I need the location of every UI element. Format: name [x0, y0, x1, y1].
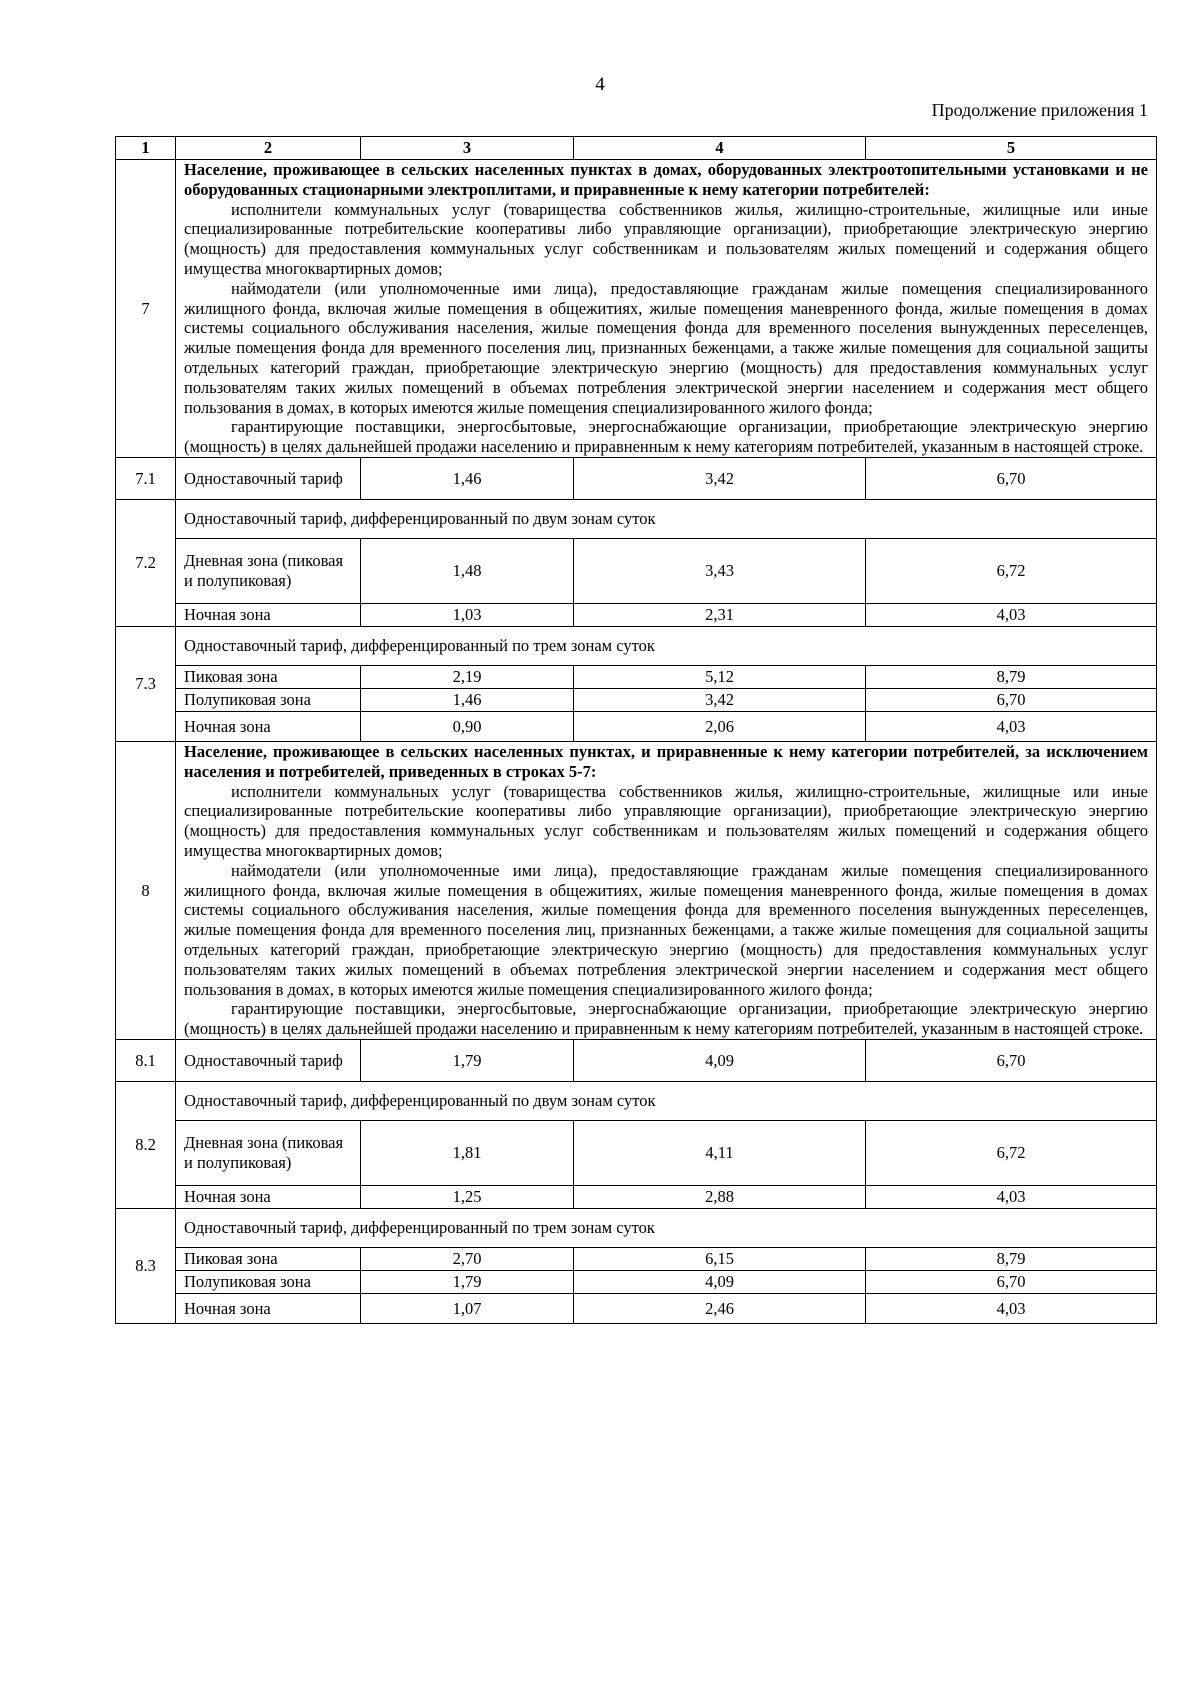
value-cell: 6,70	[866, 1270, 1157, 1293]
row-number: 8	[116, 741, 176, 1039]
value-cell: 1,25	[361, 1185, 574, 1208]
value-cell: 4,03	[866, 603, 1157, 626]
subsection-title: Одноставочный тариф, дифференцированный по трем зонам суток	[176, 1208, 1157, 1247]
column-header: 1	[116, 137, 176, 160]
section-row	[116, 160, 1157, 458]
tariff-label: Ночная зона	[176, 1293, 361, 1323]
value-cell: 1,81	[361, 1120, 574, 1185]
tariff-row	[116, 1039, 1157, 1081]
value-cell: 2,46	[574, 1293, 866, 1323]
tariff-label: Дневная зона (пиковая и полупиковая)	[176, 1120, 361, 1185]
value-cell: 8,79	[866, 665, 1157, 688]
section-paragraph: исполнители коммунальных услуг (товарищества собственников жилья, жилищно-строительные, жилищные или иные специализированные потребительские кооперативы либо управляющие организации), приобретающие электрическую энергию (мощность) для предоставления коммунальных услуг собственникам и пользователям жилых помещений и содержания общего имущества многоквартирных домов;	[184, 199, 1148, 278]
value-cell: 4,03	[866, 711, 1157, 741]
tariff-row	[116, 688, 1157, 711]
value-cell: 1,46	[361, 457, 574, 499]
subsection-header	[116, 626, 1157, 665]
row-number: 8.2	[116, 1081, 176, 1208]
subsection-header	[116, 1081, 1157, 1120]
tariff-row	[116, 538, 1157, 603]
value-cell: 4,11	[574, 1120, 866, 1185]
section-paragraph: гарантирующие поставщики, энергосбытовые, энергоснабжающие организации, приобретающие электрическую энергию (мощность) в целях дальнейшей продажи населению и приравненным к нему категориям потребителей, указанным в настоящей строке.	[184, 999, 1148, 1039]
tariff-label: Одноставочный тариф	[176, 457, 361, 499]
value-cell: 2,06	[574, 711, 866, 741]
value-cell: 1,48	[361, 538, 574, 603]
tariff-row	[116, 711, 1157, 741]
tariff-label: Полупиковая зона	[176, 688, 361, 711]
value-cell: 2,70	[361, 1247, 574, 1270]
subsection-title: Одноставочный тариф, дифференцированный по двум зонам суток	[176, 1081, 1157, 1120]
column-header: 4	[574, 137, 866, 160]
tariff-row	[116, 1293, 1157, 1323]
value-cell: 6,70	[866, 1039, 1157, 1081]
tariff-table	[115, 136, 1157, 1324]
tariff-row	[116, 1120, 1157, 1185]
subsection-header	[116, 499, 1157, 538]
value-cell: 6,72	[866, 538, 1157, 603]
section-paragraph: наймодатели (или уполномоченные ими лица), предоставляющие гражданам жилые помещения специализированного жилищного фонда, включая жилые помещения в общежитиях, жилые помещения маневренного фонда, жилые помещения в домах системы социального обслуживания населения, жилые помещения фонда для временного поселения вынужденных переселенцев, жилые помещения фонда для временного поселения лиц, признанных беженцами, а также жилые помещения для социальной защиты отдельных категорий граждан, приобретающие электрическую энергию (мощность) для предоставления коммунальных услуг пользователям таких жилых помещений в объемах потребления электрической энергии населением и содержания мест общего пользования в домах, в которых имеются жилые помещения специализированного жилого фонда;	[184, 278, 1148, 417]
column-header: 2	[176, 137, 361, 160]
subsection-title: Одноставочный тариф, дифференцированный по двум зонам суток	[176, 499, 1157, 538]
tariff-label: Одноставочный тариф	[176, 1039, 361, 1081]
tariff-row	[116, 603, 1157, 626]
column-header: 3	[361, 137, 574, 160]
tariff-label: Ночная зона	[176, 603, 361, 626]
value-cell: 1,07	[361, 1293, 574, 1323]
value-cell: 6,15	[574, 1247, 866, 1270]
tariff-row	[116, 457, 1157, 499]
section-description	[176, 741, 1157, 1039]
value-cell: 6,70	[866, 457, 1157, 499]
tariff-row	[116, 665, 1157, 688]
tariff-label: Ночная зона	[176, 1185, 361, 1208]
section-row	[116, 741, 1157, 1039]
subsection-title: Одноставочный тариф, дифференцированный по трем зонам суток	[176, 626, 1157, 665]
value-cell: 2,31	[574, 603, 866, 626]
section-paragraph: исполнители коммунальных услуг (товарищества собственников жилья, жилищно-строительные, жилищные или иные специализированные потребительские кооперативы либо управляющие организации), приобретающие электрическую энергию (мощность) для предоставления коммунальных услуг собственникам и пользователям жилых помещений и содержания общего имущества многоквартирных домов;	[184, 781, 1148, 860]
value-cell: 8,79	[866, 1247, 1157, 1270]
value-cell: 3,43	[574, 538, 866, 603]
value-cell: 5,12	[574, 665, 866, 688]
tariff-label: Дневная зона (пиковая и полупиковая)	[176, 538, 361, 603]
tariff-label: Полупиковая зона	[176, 1270, 361, 1293]
value-cell: 2,19	[361, 665, 574, 688]
row-number: 7	[116, 160, 176, 458]
header-row	[116, 137, 1157, 160]
value-cell: 3,42	[574, 688, 866, 711]
tariff-row	[116, 1270, 1157, 1293]
tariff-label: Ночная зона	[176, 711, 361, 741]
continuation-note: Продолжение приложения 1	[931, 100, 1148, 120]
subsection-header	[116, 1208, 1157, 1247]
value-cell: 4,03	[866, 1293, 1157, 1323]
tariff-row	[116, 1247, 1157, 1270]
value-cell: 1,46	[361, 688, 574, 711]
value-cell: 2,88	[574, 1185, 866, 1208]
value-cell: 4,09	[574, 1039, 866, 1081]
value-cell: 1,03	[361, 603, 574, 626]
value-cell: 6,72	[866, 1120, 1157, 1185]
value-cell: 4,09	[574, 1270, 866, 1293]
section-lead: Население, проживающее в сельских населенных пунктах, и приравненные к нему категории потребителей, за исключением населения и потребителей, приведенных в строках 5-7:	[184, 741, 1148, 781]
value-cell: 1,79	[361, 1039, 574, 1081]
value-cell: 3,42	[574, 457, 866, 499]
tariff-label: Пиковая зона	[176, 665, 361, 688]
section-description	[176, 160, 1157, 458]
value-cell: 1,79	[361, 1270, 574, 1293]
row-number: 7.2	[116, 499, 176, 626]
tariff-row	[116, 1185, 1157, 1208]
row-number: 7.3	[116, 626, 176, 741]
section-lead: Население, проживающее в сельских населенных пунктах в домах, оборудованных электроотопительными установками и не оборудованных стационарными электроплитами, и приравненные к нему категории потребителей:	[184, 160, 1148, 199]
section-paragraph: гарантирующие поставщики, энергосбытовые, энергоснабжающие организации, приобретающие электрическую энергию (мощность) в целях дальнейшей продажи населению и приравненным к нему категориям потребителей, указанным в настоящей строке.	[184, 417, 1148, 457]
value-cell: 0,90	[361, 711, 574, 741]
row-number: 8.3	[116, 1208, 176, 1323]
value-cell: 4,03	[866, 1185, 1157, 1208]
section-paragraph: наймодатели (или уполномоченные ими лица), предоставляющие гражданам жилые помещения специализированного жилищного фонда, включая жилые помещения в общежитиях, жилые помещения маневренного фонда, жилые помещения в домах системы социального обслуживания населения, жилые помещения фонда для временного поселения вынужденных переселенцев, жилые помещения фонда для временного поселения лиц, признанных беженцами, а также жилые помещения для социальной защиты отдельных категорий граждан, приобретающие электрическую энергию (мощность) для предоставления коммунальных услуг пользователям таких жилых помещений в объемах потребления электрической энергии населением и содержания мест общего пользования в домах, в которых имеются жилые помещения специализированного жилого фонда;	[184, 860, 1148, 999]
value-cell: 6,70	[866, 688, 1157, 711]
page-number: 4	[595, 74, 605, 95]
row-number: 8.1	[116, 1039, 176, 1081]
column-header: 5	[866, 137, 1157, 160]
tariff-label: Пиковая зона	[176, 1247, 361, 1270]
row-number: 7.1	[116, 457, 176, 499]
